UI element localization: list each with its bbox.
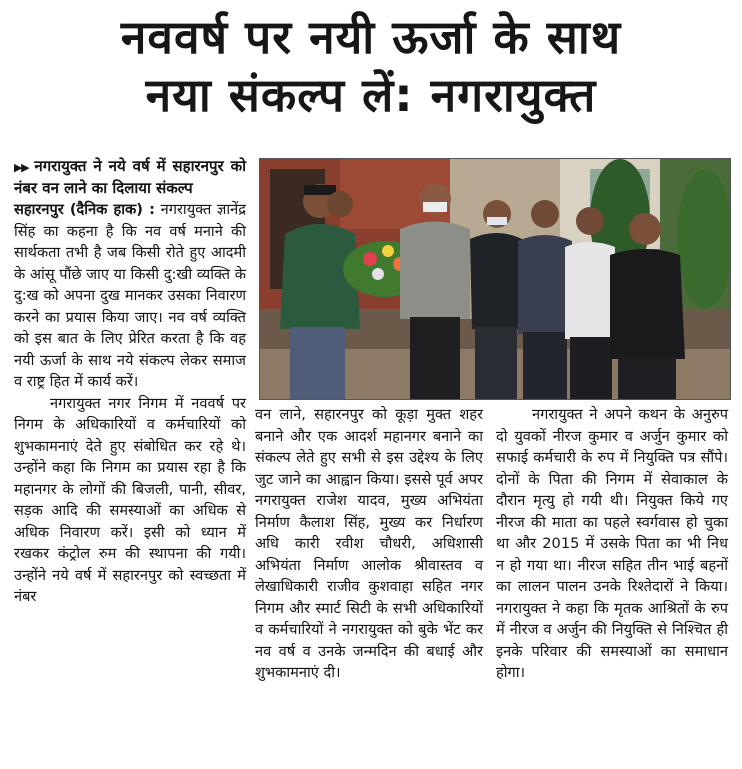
article-column-2: [255, 404, 483, 684]
paragraph-3: वन लाने, सहारनपुर को कूड़ा मुक्त शहर बनाने और एक आदर्श महानगर बनाने का संकल्प लेते हुए सभी से इस उद्देश्य के लिए जुट जाने का आह्वान किया। इससे पूर्व अपर नगरायुक्त राजेश यादव, मुख्य अभियंता निर्माण कैलाश सिंह, मुख्य कर निर्धारण अधि कारी रवीश चौधरी, अधिशासी अभियंता निर्माण आलोक श्रीवास्तव व लेखाधिकारी राजीव कुशवाहा सहित नगर निगम और स्मार्ट सिटी के सभी अधिकारियों व कर्मचारियों ने नगरायुक्त को बुके भेंट कर नव वर्ष व उनके जन्मदिन की बधाई और शुभकामनाएं दी।: [255, 406, 483, 681]
dateline: सहारनपुर (दैनिक हाक) :: [14, 201, 155, 218]
photo-officials-with-bouquet: [260, 159, 730, 399]
headline-line-2: नया संकल्प लें: नगरायुक्त: [145, 68, 597, 122]
kicker: [14, 156, 246, 199]
paragraph-4: नगरायुक्त ने अपने कथन के अनुरुप दो युवकों नीरज कुमार व अर्जुन कुमार को सफाई कर्मचारी के रुप में नियुक्ति पत्र सौंपे। दोनों के पिता की निगम में सेवाकाल के दौरान मृत्यु हो गयी थी। नियुक्त किये गए नीरज की माता का पहले स्वर्गवास हो चुका था और 2015 में उसके पिता का भी निध न हो गया था। नीरज सहित तीन भाई बहनों का लालन पालन उनके रिश्तेदारों ने किया। नगरायुक्त ने कहा कि मृतक आश्रितों के रुप में नीरज व अर्जुन की नियुक्ति से निश्चित ही इनके परिवार की समस्याओं का समाधान होगा।: [496, 406, 728, 681]
headline: [0, 8, 742, 124]
paragraph-2: नगरायुक्त नगर निगम में नववर्ष पर निगम के अधिकारियों व कर्मचारियों को शुभकामनाएं देते हुए संबोधित कर रहे थे। उन्होंने कहा कि निगम का प्रयास रहा है कि महानगर के लोगों की बिजली, पानी, सीवर, सड़क आदि की समस्याओं का अधिक से अधिक निवारण करें। इसी को ध्यान में रखकर कंट्रोल रुम की स्थापना की गयी। उन्होंने नये वर्ष में सहारनपुर को स्वच्छता में नंबर: [14, 394, 246, 605]
double-arrow-icon: ▶▶: [14, 161, 29, 174]
article-column-1: [14, 156, 246, 608]
headline-line-1: नववर्ष पर नयी ऊर्जा के साथ: [120, 10, 622, 64]
kicker-text: नगरायुक्त ने नये वर्ष में सहारनपुर को नंबर वन लाने का दिलाया संकल्प: [14, 157, 246, 197]
news-photo: [259, 158, 731, 400]
paragraph-1: नगरायुक्त ज्ञानेंद्र सिंह का कहना है कि नव वर्ष मनाने की सार्थकता तभी है जब किसी रोते हुए आदमी के आंसू पौंछे जाए या किसी दु:खी व्यक्ति के दु:ख को अपना दुख मानकर उसका निवारण करने का प्रयास किया जाए। नव वर्ष व्यक्ति को इस बात के लिए प्रेरित करता है कि वह नयी ऊर्जा के साथ नये संकल्प लेकर समाज व राष्ट्र हित में कार्य करें।: [14, 201, 247, 390]
article-column-3: [496, 404, 728, 684]
